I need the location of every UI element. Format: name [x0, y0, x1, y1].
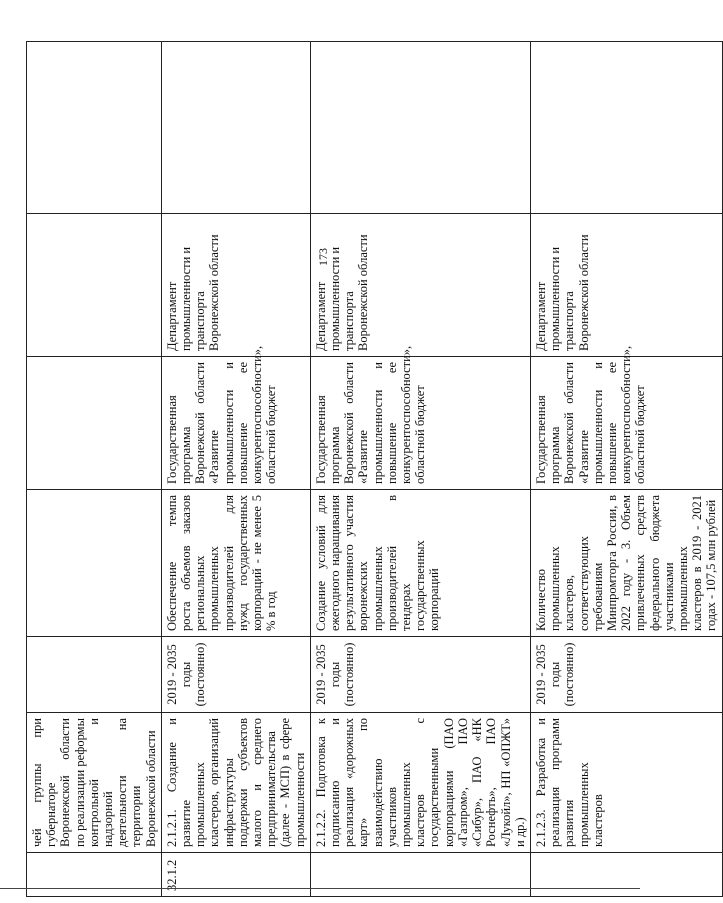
indicator-cell: Количество промышленных кластеров, соответствующих требованиям Минпромторга России, в 2022 году - 3. Объем привлеченных средств федерального бюджета участниками промышленных кластеров в 2019 - 2021 годах - 107,5 млн рублей — [530, 490, 722, 637]
source-cell: Государственная программа Воронежской области «Развитие промышленности и повышение ее конкурентоспособности», областной бюджет — [161, 357, 310, 490]
empty-cell — [161, 42, 310, 214]
source-cell: Государственная программа Воронежской области «Развитие промышленности и повышение ее конкурентоспособности», областной бюджет — [530, 357, 722, 490]
source-cell — [27, 357, 162, 490]
period-cell: 2019 - 2035 годы (постоянно) — [310, 637, 530, 713]
empty-cell — [27, 42, 162, 214]
empty-cell — [530, 42, 722, 214]
table-row — [27, 42, 162, 897]
executor-cell — [27, 214, 162, 357]
indicator-cell: Обеспечение темпа роста объемов заказов региональных промышленных производителей для нужд государственных корпораций - не менее 5 % в год — [161, 490, 310, 637]
bottom-rule — [0, 888, 640, 889]
activity-cell: 2.1.2.2. Подготовка к подписанию и реализация «дорожных карт» по взаимодействию участников промышленных кластеров с государственными корпорациями (ПАО «Газпром», ПАО «Сибур», ПАО «НК Роснефть», ПАО «Лукойл», НП «ОПЖТ» и др.) — [310, 713, 530, 853]
executor-cell: Департамент промышленности и транспорта Воронежской области — [310, 214, 530, 357]
row-number — [27, 853, 162, 897]
source-cell: Государственная программа Воронежской области «Развитие промышленности и повышение ее конкурентоспособности», областной бюджет — [310, 357, 530, 490]
rotated-table-wrapper — [26, 42, 719, 897]
indicator-cell: Создание условий для ежегодного наращивания результативного участия воронежских промышленных производителей в тендерах государственных корпораций — [310, 490, 530, 637]
indicator-cell — [27, 490, 162, 637]
executor-cell: Департамент промышленности и транспорта Воронежской области — [530, 214, 722, 357]
period-cell — [27, 637, 162, 713]
executor-cell: Департамент промышленности и транспорта Воронежской области — [161, 214, 310, 357]
table-row — [161, 42, 310, 897]
activity-cell: 2.1.2.3. Разработка и реализация программ развития промышленных кластеров — [530, 713, 722, 853]
plan-table — [26, 41, 723, 897]
activity-cell: 2.1.2.1. Создание и развитие промышленных кластеров, организаций инфраструктуры поддержки субъектов малого и среднего предпринимательства (далее - МСП) в сфере промышленности — [161, 713, 310, 853]
table-row — [530, 42, 722, 897]
row-number: 32.1.2 — [161, 853, 310, 897]
page-number: 173 — [316, 248, 330, 266]
period-cell: 2019 - 2035 годы (постоянно) — [530, 637, 722, 713]
period-cell: 2019 - 2035 годы (постоянно) — [161, 637, 310, 713]
row-number — [530, 853, 722, 897]
activity-cell: чей группы при губернаторе Воронежской области по реализации реформы контрольной и надзорной деятельности на территории Воронежской области — [27, 713, 162, 853]
table-row — [310, 42, 530, 897]
empty-cell — [310, 42, 530, 214]
row-number — [310, 853, 530, 897]
